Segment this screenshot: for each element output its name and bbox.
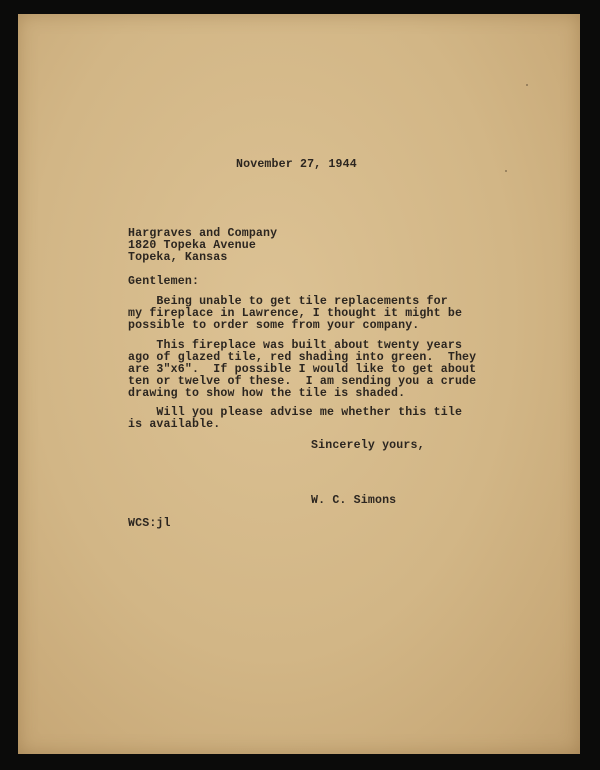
signature-name: W. C. Simons xyxy=(311,494,397,507)
paragraph-2-line-5: drawing to show how the tile is shaded. xyxy=(128,387,406,400)
letter-date: November 27, 1944 xyxy=(236,158,357,171)
paragraph-2-line-3: are 3"x6". If possible I would like to get about xyxy=(128,363,477,376)
paragraph-1-line-3: possible to order some from your company. xyxy=(128,319,420,332)
paragraph-2-line-4: ten or twelve of these. I am sending you a crude xyxy=(128,375,477,388)
recipient-street: 1820 Topeka Avenue xyxy=(128,239,256,252)
paragraph-2-line-1: This fireplace was built about twenty years xyxy=(128,339,463,352)
paragraph-1-line-1: Being unable to get tile replacements for xyxy=(128,295,448,308)
recipient-name: Hargraves and Company xyxy=(128,227,278,240)
paper-speck xyxy=(526,84,528,86)
recipient-city: Topeka, Kansas xyxy=(128,251,228,264)
paper-speck xyxy=(505,170,507,172)
paragraph-3-line-1: Will you please advise me whether this tile xyxy=(128,406,463,419)
paragraph-3-line-2: is available. xyxy=(128,418,221,431)
salutation: Gentlemen: xyxy=(128,275,200,288)
paragraph-1-line-2: my fireplace in Lawrence, I thought it might be xyxy=(128,307,463,320)
closing: Sincerely yours, xyxy=(311,439,425,452)
typist-initials: WCS:jl xyxy=(128,517,171,530)
paragraph-2-line-2: ago of glazed tile, red shading into green. They xyxy=(128,351,477,364)
